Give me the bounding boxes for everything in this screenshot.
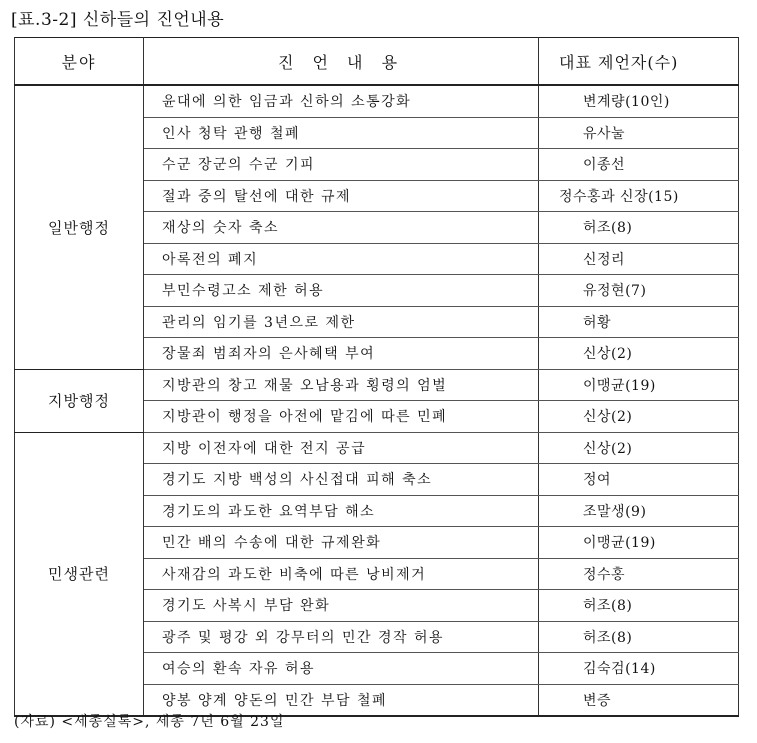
content-cell: 지방 이전자에 대한 전지 공급 [144, 432, 539, 464]
proposer-cell: 유사눌 [539, 117, 739, 149]
proposer-cell: 이맹균(19) [539, 527, 739, 559]
proposal-table [14, 37, 739, 717]
content-cell: 수군 장군의 수군 기피 [144, 149, 539, 181]
content-cell: 경기도의 과도한 요역부담 해소 [144, 495, 539, 527]
proposer-cell: 조말생(9) [539, 495, 739, 527]
proposer-cell: 허조(8) [539, 212, 739, 244]
source-footnote: (자료) <세종실록>, 세종 7년 6월 23일 [14, 714, 285, 730]
proposer-cell: 신상(2) [539, 338, 739, 370]
proposer-cell: 허조(8) [539, 590, 739, 622]
content-cell: 절과 중의 탈선에 대한 규제 [144, 180, 539, 212]
content-cell: 여승의 환속 자유 허용 [144, 653, 539, 685]
proposer-cell: 허조(8) [539, 621, 739, 653]
proposer-cell: 이종선 [539, 149, 739, 181]
proposer-cell: 신정리 [539, 243, 739, 275]
content-cell: 윤대에 의한 임금과 신하의 소통강화 [144, 85, 539, 117]
header-category: 분야 [15, 38, 144, 86]
content-cell: 민간 배의 수송에 대한 규제완화 [144, 527, 539, 559]
content-cell: 경기도 지방 백성의 사신접대 피해 축소 [144, 464, 539, 496]
header-content: 진 언 내 용 [144, 38, 539, 86]
content-cell: 장물죄 범죄자의 은사혜택 부여 [144, 338, 539, 370]
category-cell: 지방행정 [15, 369, 144, 432]
table-row [15, 432, 739, 464]
proposer-cell: 정여 [539, 464, 739, 496]
table-row [15, 369, 739, 401]
proposer-cell: 유정현(7) [539, 275, 739, 307]
proposer-cell: 김숙검(14) [539, 653, 739, 685]
proposer-cell: 변증 [539, 684, 739, 716]
table-row [15, 85, 739, 117]
proposer-cell: 신상(2) [539, 432, 739, 464]
proposer-cell: 정수홍과 신장(15) [539, 180, 739, 212]
content-cell: 경기도 사복시 부담 완화 [144, 590, 539, 622]
content-cell: 인사 청탁 관행 철폐 [144, 117, 539, 149]
content-cell: 아록전의 폐지 [144, 243, 539, 275]
content-cell: 양봉 양계 양돈의 민간 부담 철폐 [144, 684, 539, 716]
proposer-cell: 변계량(10인) [539, 85, 739, 117]
content-cell: 지방관의 창고 재물 오남용과 횡령의 엄벌 [144, 369, 539, 401]
header-row [15, 38, 739, 86]
proposer-cell: 이맹균(19) [539, 369, 739, 401]
table-title: [표.3-2] 신하들의 진언내용 [11, 10, 225, 30]
content-cell: 지방관이 행정을 아전에 맡김에 따른 민폐 [144, 401, 539, 433]
proposer-cell: 신상(2) [539, 401, 739, 433]
content-cell: 사재감의 과도한 비축에 따른 낭비제거 [144, 558, 539, 590]
header-proposer: 대표 제언자(수) [539, 38, 739, 86]
content-cell: 재상의 숫자 축소 [144, 212, 539, 244]
category-cell: 일반행정 [15, 85, 144, 369]
content-cell: 부민수령고소 제한 허용 [144, 275, 539, 307]
proposer-cell: 정수홍 [539, 558, 739, 590]
category-cell: 민생관련 [15, 432, 144, 716]
content-cell: 관리의 임기를 3년으로 제한 [144, 306, 539, 338]
proposer-cell: 허황 [539, 306, 739, 338]
content-cell: 광주 및 평강 외 강무터의 민간 경작 허용 [144, 621, 539, 653]
